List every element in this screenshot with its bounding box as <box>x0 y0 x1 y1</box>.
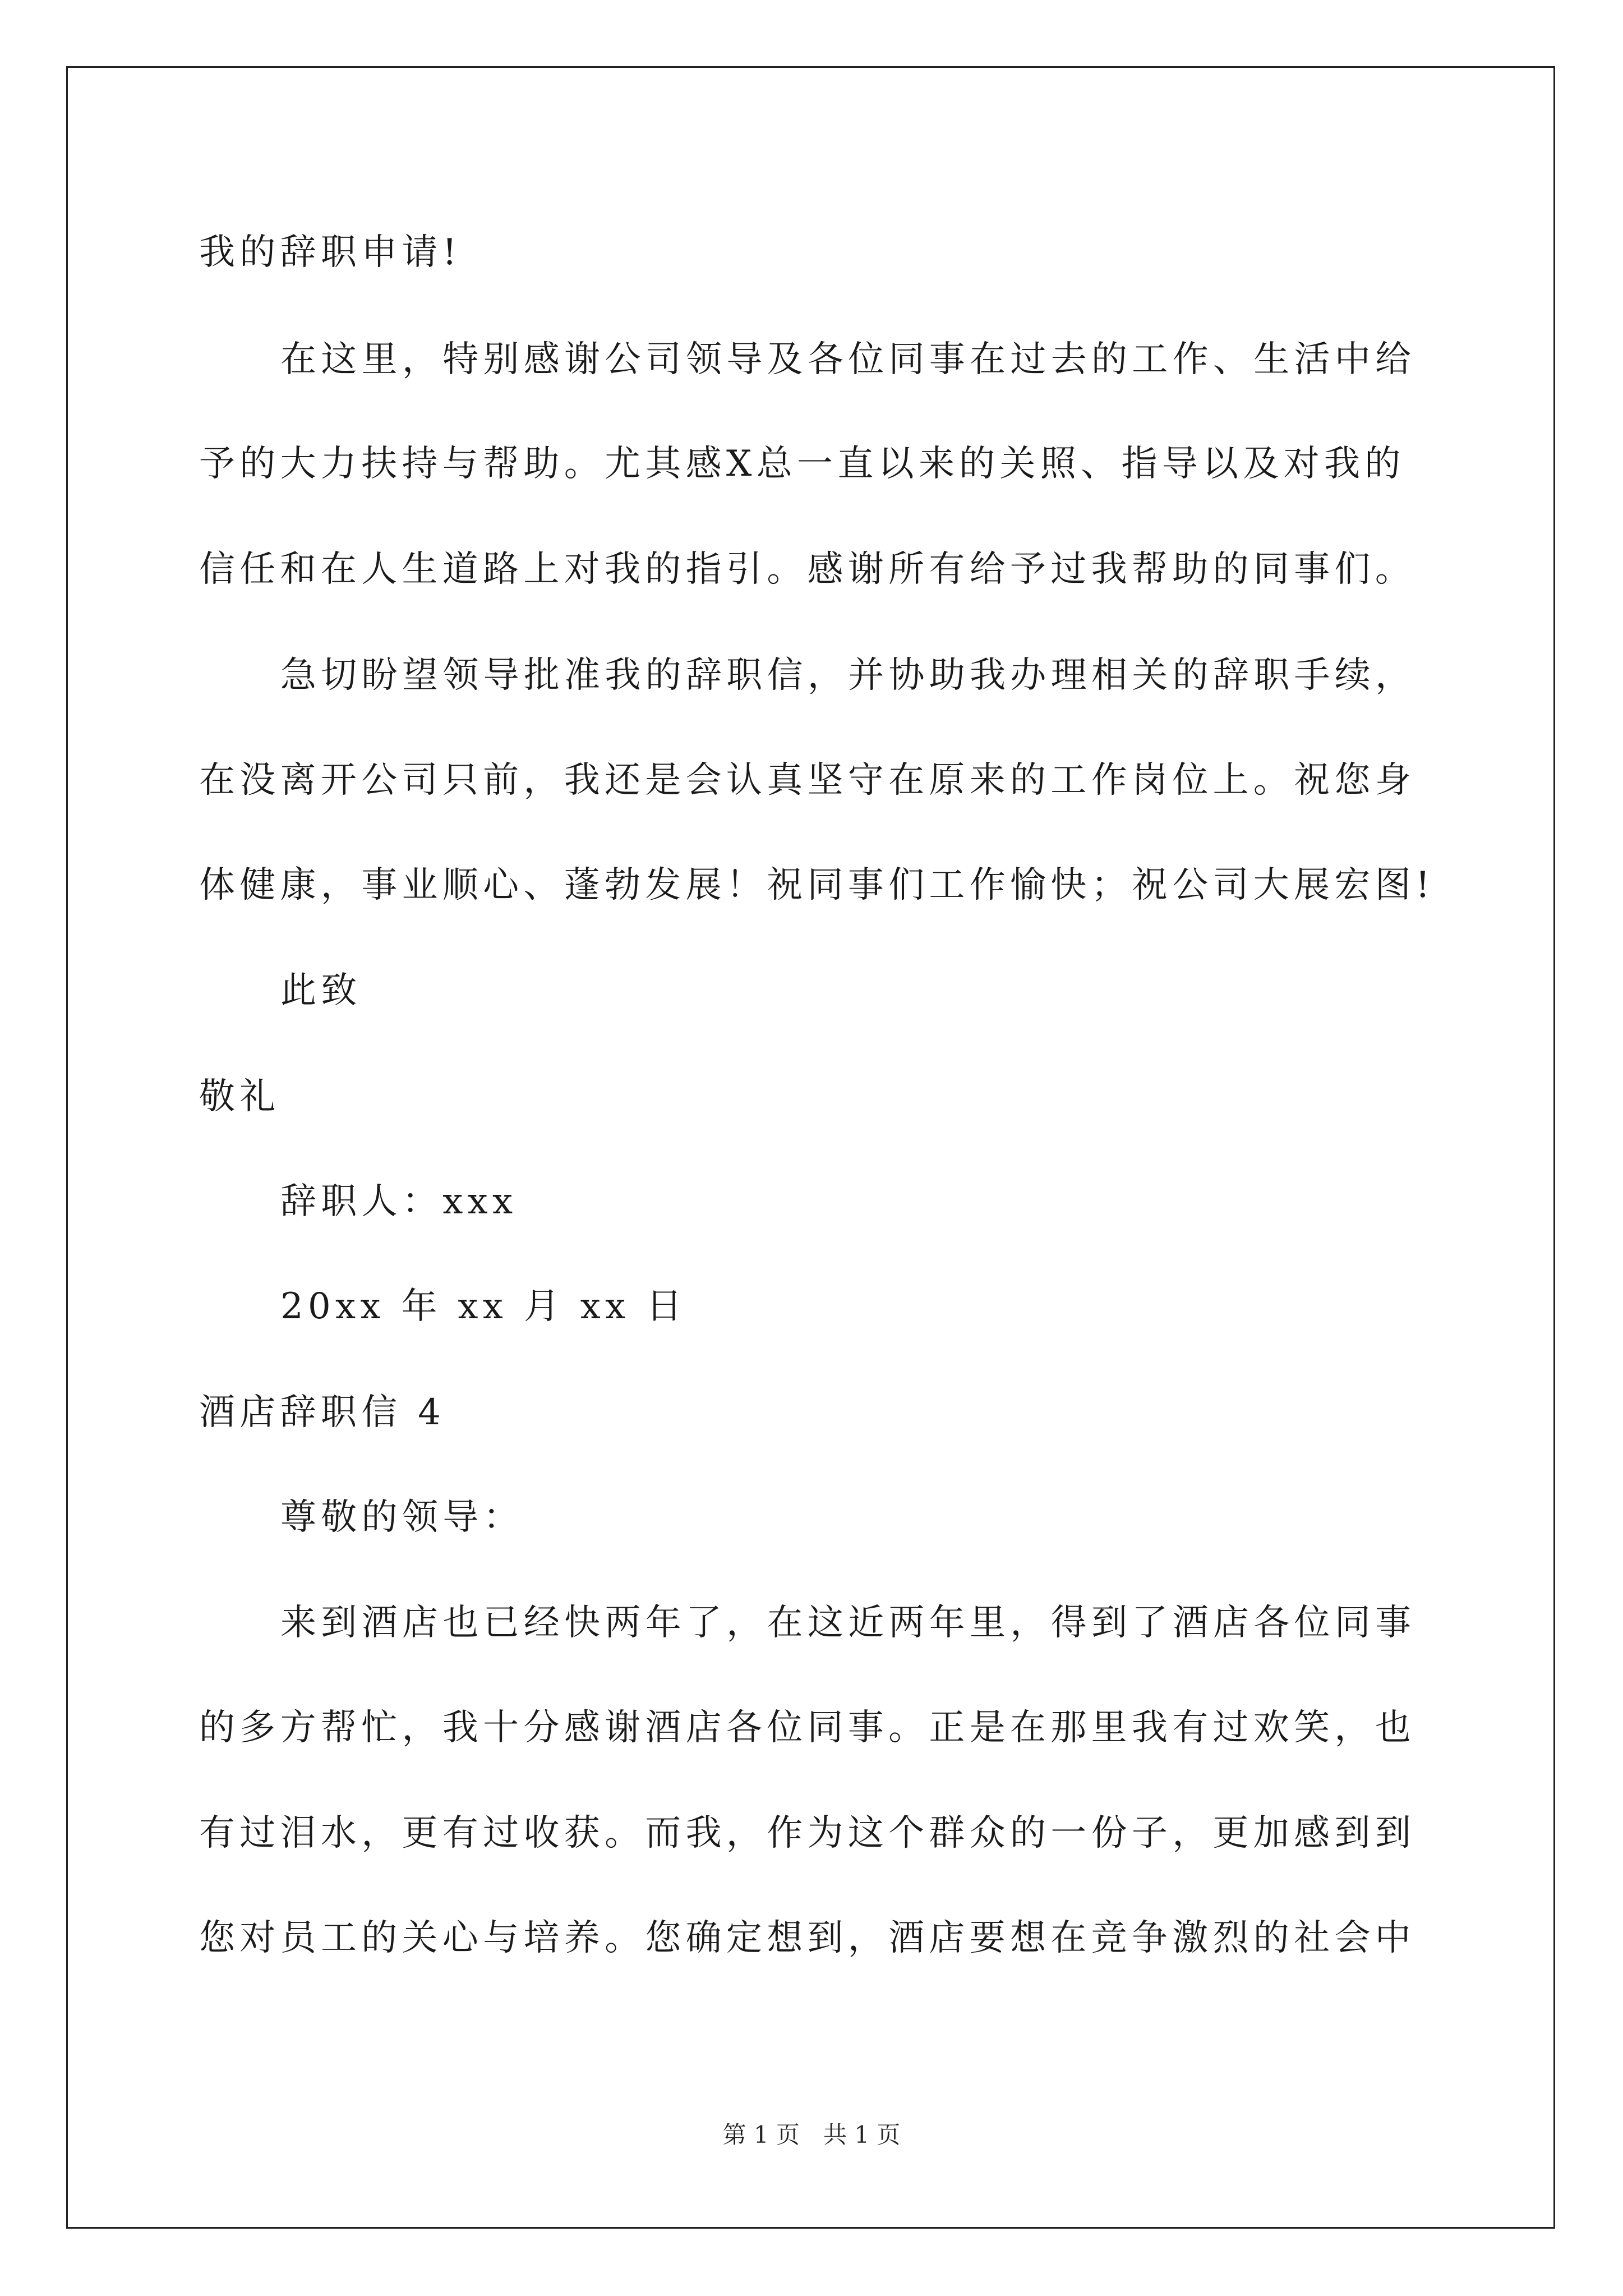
text-line: 予的大力扶持与帮助。尤其感X总一直以来的关照、指导以及对我的 <box>199 443 1405 485</box>
text-line: 尊敬的领导： <box>280 1497 524 1538</box>
text-line: 来到酒店也已经快两年了，在这近两年里，得到了酒店各位同事 <box>280 1602 1416 1644</box>
text-line: 您对员工的关心与培养。您确定想到，酒店要想在竞争激烈的社会中 <box>199 1917 1415 1959</box>
text-line: 信任和在人生道路上对我的指引。感谢所有给予过我帮助的同事们。 <box>199 549 1415 590</box>
text-line: 在没离开公司只前，我还是会认真坚守在原来的工作岗位上。祝您身 <box>199 760 1415 801</box>
text-line: 有过泪水，更有过收获。而我，作为这个群众的一份子，更加感到到 <box>199 1812 1415 1854</box>
text-line: 此致 <box>280 970 362 1011</box>
text-line: 急切盼望领导批准我的辞职信，并协助我办理相关的辞职手续， <box>280 655 1416 696</box>
page-border <box>66 66 1555 2229</box>
section-heading: 酒店辞职信 4 <box>199 1392 446 1433</box>
text-line: 的多方帮忙，我十分感谢酒店各位同事。正是在那里我有过欢笑，也 <box>199 1707 1415 1749</box>
text-line: 我的辞职申请! <box>199 232 462 273</box>
text-line: 敬礼 <box>199 1076 280 1117</box>
text-line: 20xx 年 xx 月 xx 日 <box>280 1286 687 1327</box>
text-line: 体健康，事业顺心、蓬勃发展！祝同事们工作愉快；祝公司大展宏图! <box>199 864 1435 906</box>
text-line: 在这里，特别感谢公司领导及各位同事在过去的工作、生活中给 <box>280 339 1416 380</box>
text-line: 辞职人：xxx <box>280 1181 518 1222</box>
page-number: 第 1 页 共 1 页 <box>722 2121 901 2148</box>
